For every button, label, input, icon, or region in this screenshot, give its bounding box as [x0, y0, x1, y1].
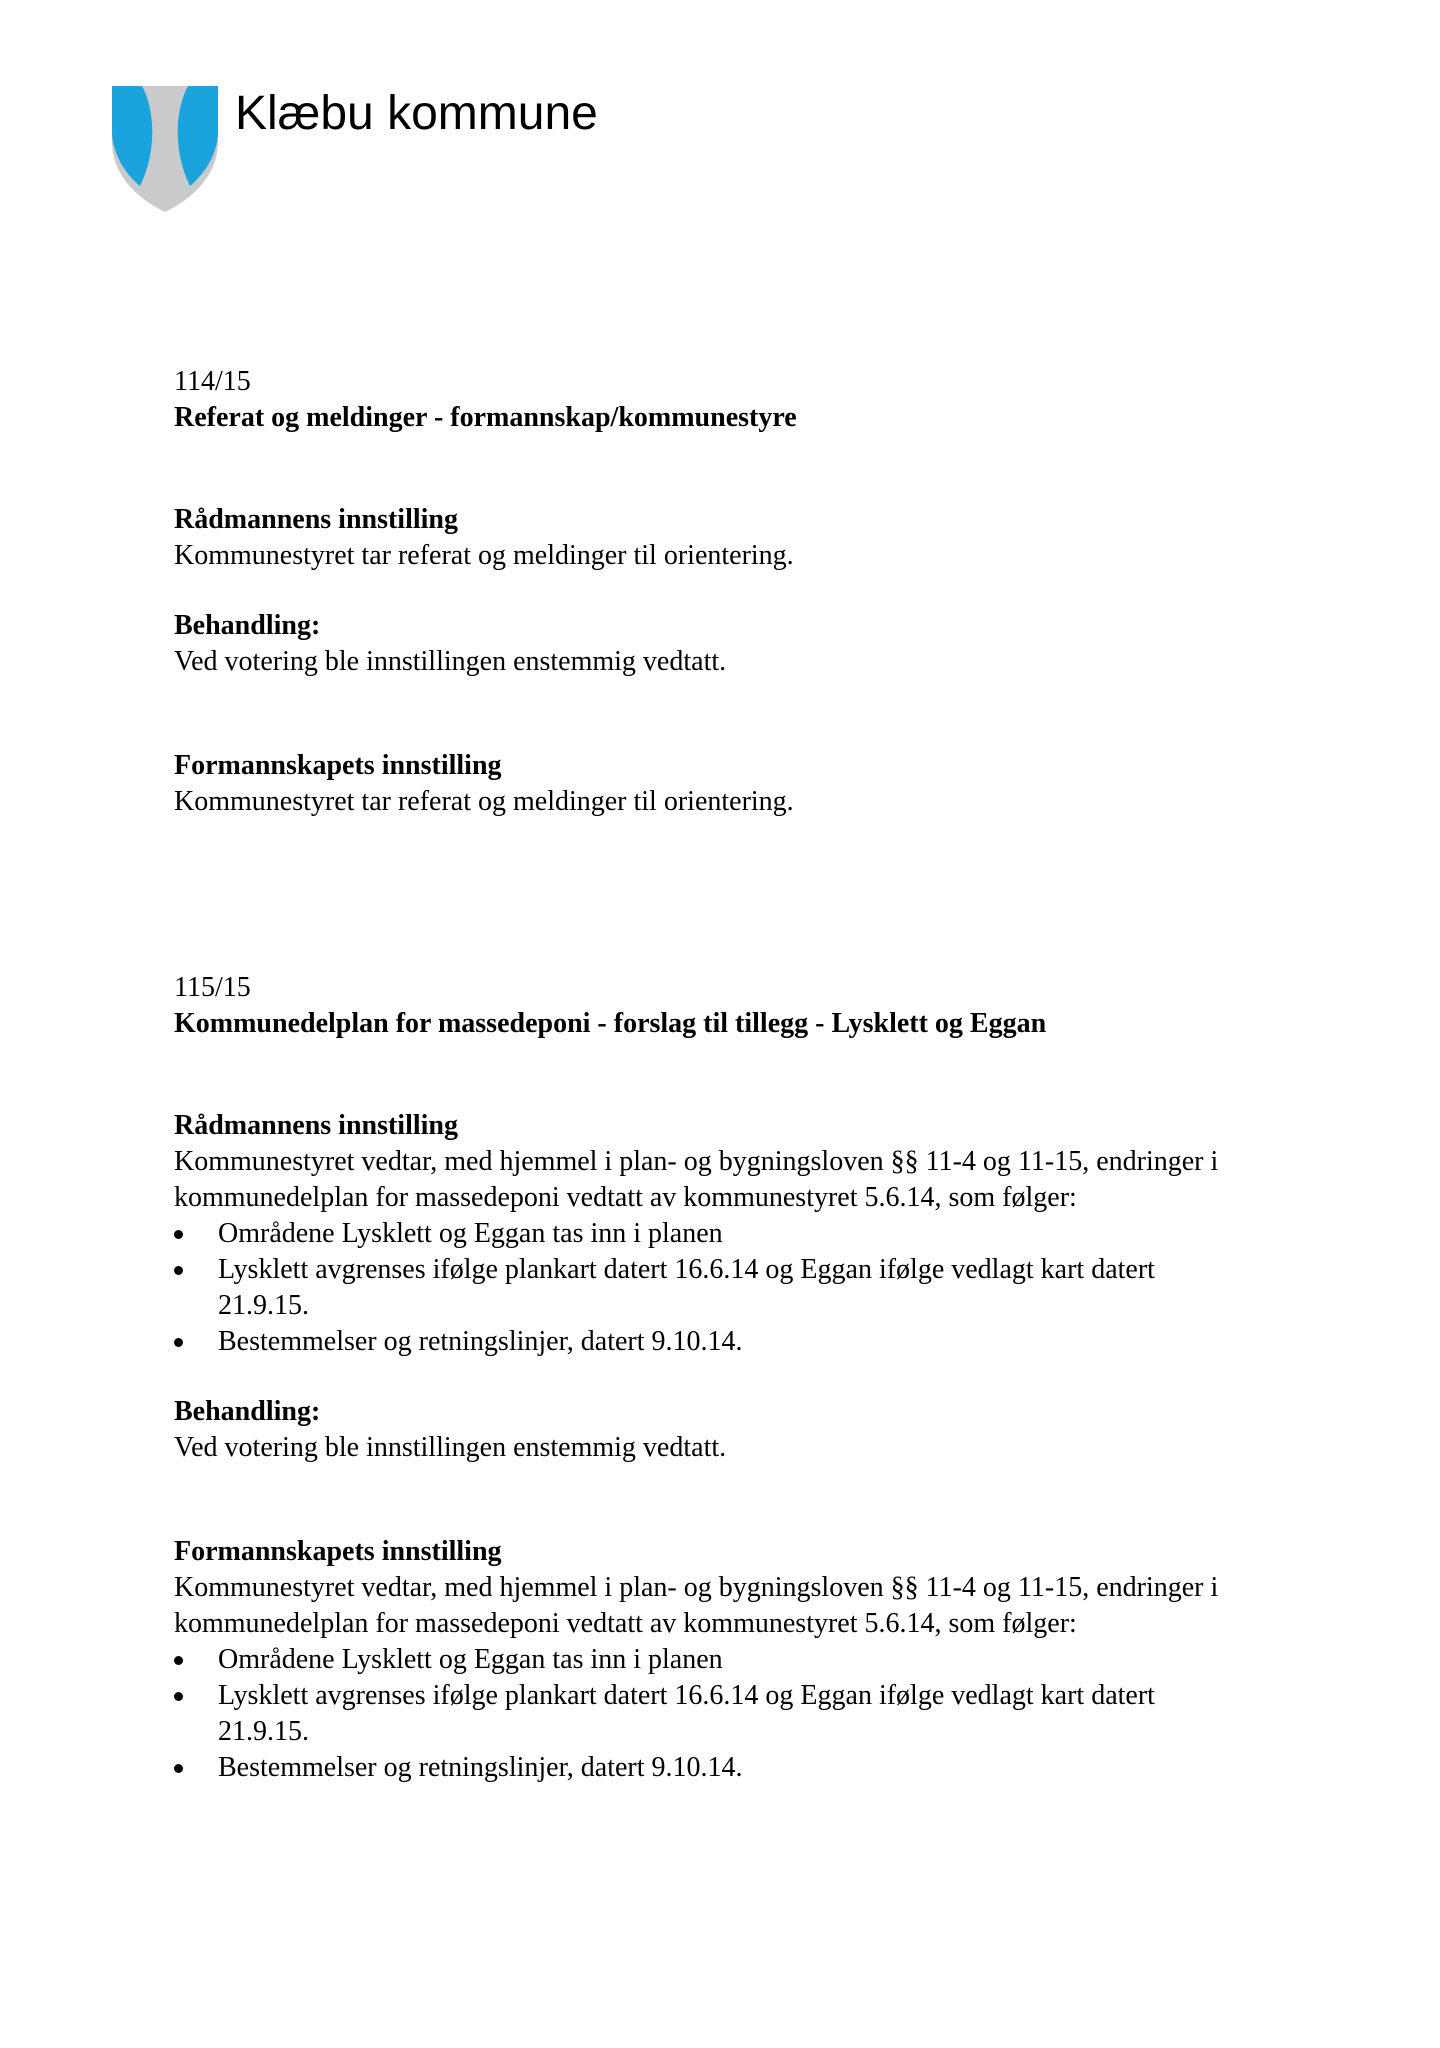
treatment-heading: Behandling:: [174, 1396, 321, 1427]
committee-text: Kommunestyret vedtar, med hjemmel i plan- og bygningsloven §§ 11-4 og 11-15, endringer i kommunedelplan for massedeponi vedtatt av kommunestyret 5.6.14, som følger:: [174, 1572, 1219, 1639]
recommendation-text: Kommunestyret vedtar, med hjemmel i plan- og bygningsloven §§ 11-4 og 11-15, endringer i kommunedelplan for massedeponi vedtatt av kommunestyret 5.6.14, som følger:: [174, 1146, 1219, 1213]
bullet-text: Områdene Lysklett og Eggan tas inn i planen: [218, 1644, 723, 1675]
treatment-text: Ved votering ble innstillingen enstemmig vedtatt.: [174, 646, 727, 677]
treatment-section: [174, 1394, 1304, 1466]
bullet-item: [174, 1750, 1244, 1786]
committee-section: [174, 748, 1304, 820]
treatment-text: Ved votering ble innstillingen enstemmig vedtatt.: [174, 1432, 727, 1463]
treatment-heading: Behandling:: [174, 610, 321, 641]
bullet-icon: [174, 1692, 183, 1701]
klaebu-coat-of-arms-icon: [110, 84, 220, 214]
treatment-section: [174, 608, 1304, 680]
document-header: [110, 84, 710, 224]
bullet-text: Lysklett avgrenses ifølge plankart datert 16.6.14 og Eggan ifølge vedlagt kart datert 21.9.15.: [218, 1680, 1155, 1747]
recommendation-heading: Rådmannens innstilling: [174, 1110, 458, 1141]
recommendation-text: Kommunestyret tar referat og meldinger til orientering.: [174, 540, 794, 571]
bullet-icon: [174, 1338, 183, 1347]
bullet-text: Bestemmelser og retningslinjer, datert 9.10.14.: [218, 1326, 743, 1357]
bullet-icon: [174, 1656, 183, 1665]
committee-section: [174, 1534, 1304, 1786]
bullet-text: Områdene Lysklett og Eggan tas inn i planen: [218, 1218, 723, 1249]
case-title: Referat og meldinger - formannskap/kommunestyre: [174, 402, 797, 433]
bullet-text: Lysklett avgrenses ifølge plankart datert 16.6.14 og Eggan ifølge vedlagt kart datert 21.9.15.: [218, 1254, 1155, 1321]
case-title: Kommunedelplan for massedeponi - forslag til tillegg - Lysklett og Eggan: [174, 1008, 1047, 1039]
case-number: 114/15: [174, 366, 251, 397]
recommendation-section: [174, 1108, 1304, 1360]
case-114-15: [174, 364, 1304, 820]
committee-heading: Formannskapets innstilling: [174, 1536, 502, 1567]
bullet-item: [174, 1678, 1244, 1750]
bullet-item: [174, 1642, 1244, 1678]
bullet-text: Bestemmelser og retningslinjer, datert 9.10.14.: [218, 1752, 743, 1783]
case-115-15: [174, 970, 1304, 1786]
recommendation-section: [174, 502, 1304, 574]
case-number: 115/15: [174, 972, 251, 1003]
bullet-item: [174, 1216, 1244, 1252]
recommendation-bullet-list: [174, 1216, 1304, 1360]
municipality-name: Klæbu kommune: [235, 87, 598, 140]
committee-bullet-list: [174, 1642, 1304, 1786]
recommendation-heading: Rådmannens innstilling: [174, 504, 458, 535]
committee-text: Kommunestyret tar referat og meldinger til orientering.: [174, 786, 794, 817]
committee-heading: Formannskapets innstilling: [174, 750, 502, 781]
meeting-minutes: [174, 364, 1304, 1786]
bullet-item: [174, 1252, 1244, 1324]
bullet-icon: [174, 1230, 183, 1239]
bullet-item: [174, 1324, 1244, 1360]
bullet-icon: [174, 1764, 183, 1773]
bullet-icon: [174, 1266, 183, 1275]
